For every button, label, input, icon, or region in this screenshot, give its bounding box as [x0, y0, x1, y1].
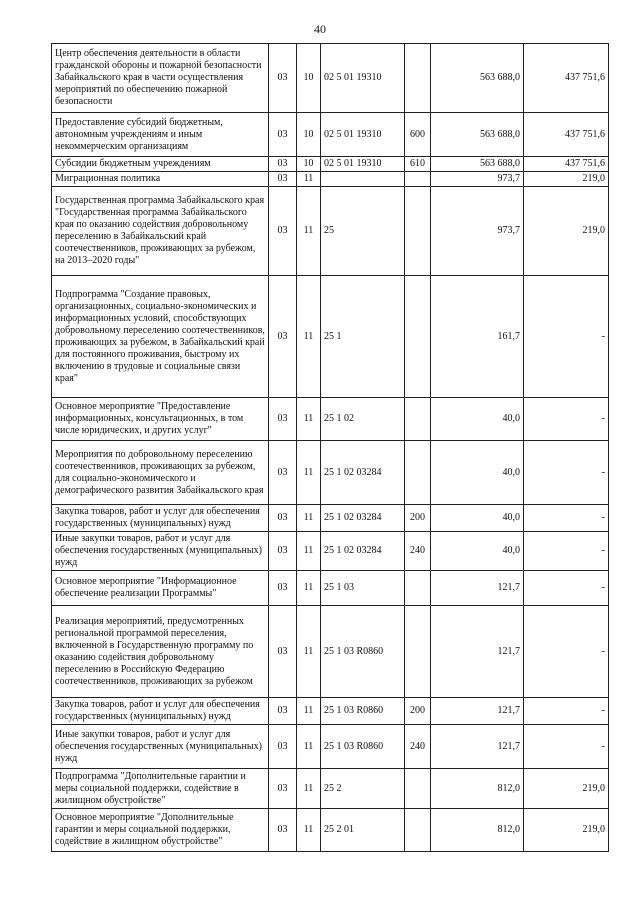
- table-row: [52, 571, 609, 606]
- row-name: Основное мероприятие "Предоставление информационных, консультационных, в том числе юридических, и других услуг": [52, 398, 269, 441]
- expense-type-code: [405, 769, 431, 809]
- amount-1: 563 688,0: [431, 157, 524, 172]
- row-name: Миграционная политика: [52, 172, 269, 187]
- row-name: Закупка товаров, работ и услуг для обеспечения государственных (муниципальных) нужд: [52, 698, 269, 725]
- amount-2: 437 751,6: [524, 44, 609, 113]
- section-code: 03: [269, 44, 297, 113]
- amount-1: 812,0: [431, 809, 524, 852]
- amount-1: 121,7: [431, 571, 524, 606]
- amount-1: 161,7: [431, 276, 524, 398]
- expense-type-code: [405, 187, 431, 276]
- amount-1: 973,7: [431, 172, 524, 187]
- target-article-code: 25 1 03: [321, 571, 405, 606]
- subsection-code: 11: [297, 441, 321, 505]
- section-code: 03: [269, 172, 297, 187]
- table-row: [52, 532, 609, 571]
- section-code: 03: [269, 725, 297, 769]
- amount-1: 563 688,0: [431, 113, 524, 157]
- amount-2: -: [524, 532, 609, 571]
- expense-type-code: 200: [405, 698, 431, 725]
- expense-type-code: 240: [405, 532, 431, 571]
- expense-type-code: 240: [405, 725, 431, 769]
- expense-type-code: 610: [405, 157, 431, 172]
- section-code: 03: [269, 571, 297, 606]
- subsection-code: 11: [297, 172, 321, 187]
- row-name: Реализация мероприятий, предусмотренных региональной программой переселения, включенной в Государственную программу по оказанию содействия добровольному переселению в Российскую Федерацию соотечественников, проживающих за рубежом: [52, 606, 269, 698]
- row-name: Иные закупки товаров, работ и услуг для обеспечения государственных (муниципальных) нужд: [52, 725, 269, 769]
- row-name: Государственная программа Забайкальского края "Государственная программа Забайкальского края по оказанию содействия добровольному переселению в Забайкальский край соотечественников, проживающих за рубежом, на 2013–2020 годы": [52, 187, 269, 276]
- amount-2: -: [524, 725, 609, 769]
- expense-type-code: 200: [405, 505, 431, 532]
- section-code: 03: [269, 157, 297, 172]
- subsection-code: 11: [297, 606, 321, 698]
- row-name: Основное мероприятие "Дополнительные гарантии и меры социальной поддержки, содействие в жилищном обустройстве": [52, 809, 269, 852]
- section-code: 03: [269, 769, 297, 809]
- budget-table: [51, 43, 609, 852]
- expense-type-code: [405, 44, 431, 113]
- subsection-code: 11: [297, 769, 321, 809]
- target-article-code: 25 1 03 R0860: [321, 725, 405, 769]
- table-row: [52, 505, 609, 532]
- amount-2: -: [524, 698, 609, 725]
- section-code: 03: [269, 398, 297, 441]
- amount-2: 219,0: [524, 769, 609, 809]
- section-code: 03: [269, 809, 297, 852]
- table-row: [52, 769, 609, 809]
- expense-type-code: [405, 172, 431, 187]
- target-article-code: 25 1 02 03284: [321, 441, 405, 505]
- target-article-code: 25 1 02 03284: [321, 505, 405, 532]
- row-name: Подпрограмма "Создание правовых, организационных, социально-экономических и информационных условий, способствующих добровольному переселению соотечественников, проживающих за рубежом, в Забайкальский край для постоянного проживания, быстрому их включению в трудовые и социальные связи края": [52, 276, 269, 398]
- expense-type-code: [405, 276, 431, 398]
- table-row: [52, 157, 609, 172]
- amount-1: 121,7: [431, 725, 524, 769]
- subsection-code: 11: [297, 187, 321, 276]
- expense-type-code: [405, 441, 431, 505]
- amount-2: -: [524, 606, 609, 698]
- amount-2: 219,0: [524, 172, 609, 187]
- section-code: 03: [269, 606, 297, 698]
- target-article-code: 25 1 03 R0860: [321, 606, 405, 698]
- target-article-code: 02 5 01 19310: [321, 44, 405, 113]
- target-article-code: 02 5 01 19310: [321, 113, 405, 157]
- subsection-code: 11: [297, 532, 321, 571]
- page-number: 40: [314, 22, 326, 36]
- amount-1: 812,0: [431, 769, 524, 809]
- amount-2: -: [524, 398, 609, 441]
- row-name: Субсидии бюджетным учреждениям: [52, 157, 269, 172]
- table-row: [52, 441, 609, 505]
- section-code: 03: [269, 698, 297, 725]
- table-row: [52, 606, 609, 698]
- amount-2: -: [524, 571, 609, 606]
- target-article-code: [321, 172, 405, 187]
- amount-1: 40,0: [431, 398, 524, 441]
- row-name: Основное мероприятие "Информационное обеспечение реализации Программы": [52, 571, 269, 606]
- expense-type-code: [405, 398, 431, 441]
- row-name: Центр обеспечения деятельности в области гражданской обороны и пожарной безопасности Забайкальского края в части осуществления мероприятий по обеспечению пожарной безопасности: [52, 44, 269, 113]
- amount-2: 219,0: [524, 187, 609, 276]
- target-article-code: 25 1 02: [321, 398, 405, 441]
- subsection-code: 10: [297, 157, 321, 172]
- table-row: [52, 113, 609, 157]
- expense-type-code: [405, 809, 431, 852]
- subsection-code: 11: [297, 398, 321, 441]
- amount-1: 40,0: [431, 532, 524, 571]
- amount-2: 219,0: [524, 809, 609, 852]
- subsection-code: 10: [297, 113, 321, 157]
- section-code: 03: [269, 187, 297, 276]
- target-article-code: 25: [321, 187, 405, 276]
- subsection-code: 11: [297, 505, 321, 532]
- expense-type-code: 600: [405, 113, 431, 157]
- amount-1: 563 688,0: [431, 44, 524, 113]
- amount-1: 973,7: [431, 187, 524, 276]
- table-row: [52, 398, 609, 441]
- target-article-code: 25 1 03 R0860: [321, 698, 405, 725]
- row-name: Предоставление субсидий бюджетным, автономным учреждениям и иным некоммерческим организациям: [52, 113, 269, 157]
- subsection-code: 11: [297, 725, 321, 769]
- row-name: Закупка товаров, работ и услуг для обеспечения государственных (муниципальных) нужд: [52, 505, 269, 532]
- table-row: [52, 809, 609, 852]
- amount-2: 437 751,6: [524, 157, 609, 172]
- table-row: [52, 698, 609, 725]
- subsection-code: 11: [297, 698, 321, 725]
- section-code: 03: [269, 276, 297, 398]
- subsection-code: 10: [297, 44, 321, 113]
- amount-2: -: [524, 441, 609, 505]
- amount-1: 40,0: [431, 441, 524, 505]
- amount-2: -: [524, 505, 609, 532]
- amount-2: 437 751,6: [524, 113, 609, 157]
- section-code: 03: [269, 441, 297, 505]
- table-row: [52, 172, 609, 187]
- target-article-code: 25 1: [321, 276, 405, 398]
- row-name: Иные закупки товаров, работ и услуг для обеспечения государственных (муниципальных) нужд: [52, 532, 269, 571]
- subsection-code: 11: [297, 276, 321, 398]
- target-article-code: 25 2 01: [321, 809, 405, 852]
- expense-type-code: [405, 606, 431, 698]
- amount-1: 121,7: [431, 606, 524, 698]
- target-article-code: 25 1 02 03284: [321, 532, 405, 571]
- amount-1: 40,0: [431, 505, 524, 532]
- target-article-code: 02 5 01 19310: [321, 157, 405, 172]
- target-article-code: 25 2: [321, 769, 405, 809]
- section-code: 03: [269, 532, 297, 571]
- subsection-code: 11: [297, 809, 321, 852]
- amount-2: -: [524, 276, 609, 398]
- table-row: [52, 276, 609, 398]
- table-row: [52, 725, 609, 769]
- table-row: [52, 187, 609, 276]
- section-code: 03: [269, 113, 297, 157]
- subsection-code: 11: [297, 571, 321, 606]
- amount-1: 121,7: [431, 698, 524, 725]
- row-name: Подпрограмма "Дополнительные гарантии и меры социальной поддержки, содействие в жилищном обустройстве": [52, 769, 269, 809]
- table-row: [52, 44, 609, 113]
- row-name: Мероприятия по добровольному переселению соотечественников, проживающих за рубежом, для социально-экономического и демографического развития Забайкальского края: [52, 441, 269, 505]
- expense-type-code: [405, 571, 431, 606]
- section-code: 03: [269, 505, 297, 532]
